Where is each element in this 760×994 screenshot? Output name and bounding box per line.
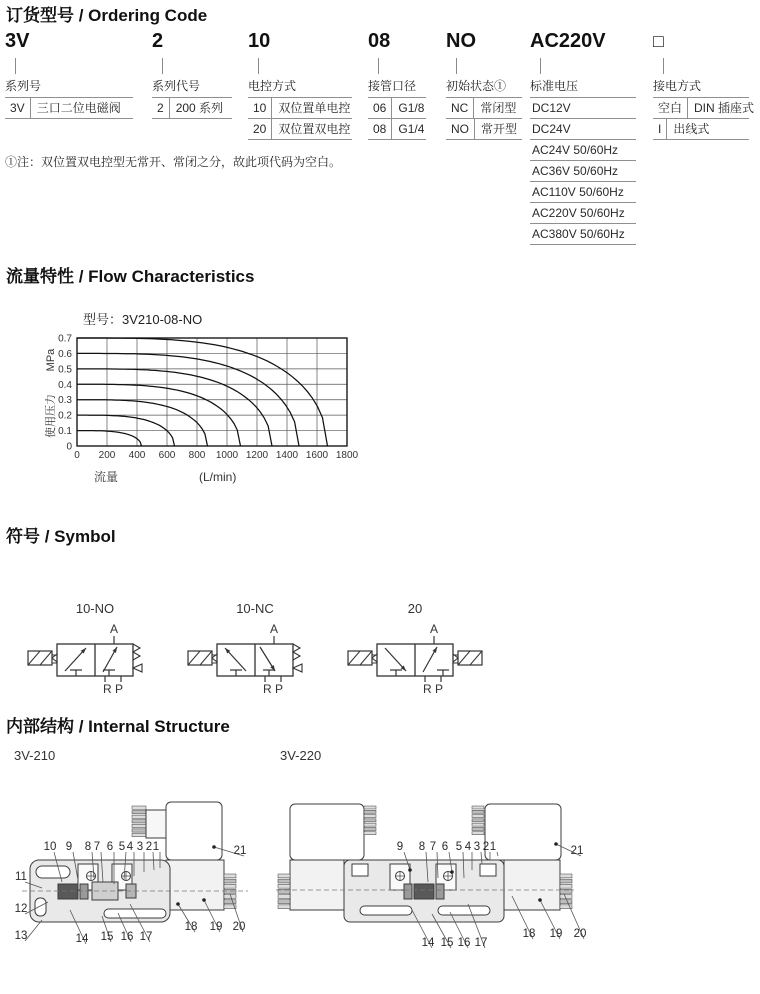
table-row [653,98,755,119]
port-labels-rp: R P [102,682,124,695]
x-tick-label: 600 [158,450,176,461]
y-tick-label: 0.3 [58,395,72,407]
callout-label: 16 [457,937,471,949]
code-part-voltage: AC220V [530,30,606,52]
callout-label: 7 [93,841,101,853]
code-connector-line [456,58,457,74]
column-table [653,97,755,140]
flow-chart [36,298,376,498]
desc-cell: 双位置双电控 [278,122,351,136]
x-axis-label: 流量 [94,470,119,484]
code-part-port-size: 08 [368,30,391,52]
column-header: 电控方式 [248,79,297,93]
port-label-a: A [269,622,279,636]
x-tick-label: 200 [98,450,116,461]
x-tick-label: 1600 [305,450,329,461]
table-row [530,203,636,224]
table-row [530,140,636,161]
code-cell: 06 [368,98,392,118]
code-part-wiring: □ [653,31,664,51]
x-tick-label: 1000 [215,450,239,461]
column-header: 系列代号 [152,79,201,93]
column-header: 接管口径 [368,79,417,93]
desc-cell: DC24V [532,122,571,136]
y-tick-label: 0.6 [58,348,72,360]
symbol-label: 20 [407,601,423,616]
ordering-note: ①注：双位置双电控型无常开、常闭之分，故此项代码为空白。 [5,155,342,169]
port-label-a: A [109,622,119,636]
cross-section-3v220 [272,792,617,960]
callout-label: 19 [549,928,563,940]
internal-drawing-3v210 [8,792,270,965]
x-tick-label: 1800 [335,450,359,461]
callout-label: 2 [482,841,490,853]
callout-label: 4 [126,841,134,853]
callout-label: 17 [474,937,488,949]
callout-label: 5 [118,841,126,853]
desc-cell: 出线式 [673,122,710,136]
y-axis-label: 使用压力 [45,394,57,438]
callout-label: 4 [464,841,472,853]
table-row [5,98,133,119]
symbol-label: 10-NO [75,601,115,616]
code-cell: 20 [248,119,272,139]
callout-label: 14 [75,933,89,945]
callout-label: 15 [100,931,114,943]
table-row [530,182,636,203]
chart-model-label: 型号：3V210-08-NO [83,312,203,327]
code-cell: 3V [5,98,31,118]
internal-section-title: 内部结构 / Internal Structure [6,717,230,736]
code-cell: NC [446,98,474,118]
callout-label: 16 [120,931,134,943]
y-tick-label: 0.4 [58,379,72,391]
callout-label: 3 [136,841,144,853]
callout-label: 7 [429,841,437,853]
code-connector-line [378,58,379,74]
symbol-section-title: 符号 / Symbol [6,527,116,546]
code-connector-line [15,58,16,74]
valve-symbol-20 [340,600,490,700]
desc-cell: G1/4 [398,122,425,136]
x-tick-label: 0 [74,450,80,461]
ordering-column-voltage [530,28,636,245]
column-table [530,97,636,245]
desc-cell: 常开型 [481,122,518,136]
column-header: 标准电压 [530,79,579,93]
ordering-column-wiring [653,28,755,140]
callout-label: 20 [573,928,587,940]
callout-label: 8 [418,841,426,853]
drawing-label-3v210: 3V-210 [14,748,56,763]
desc-cell: AC24V 50/60Hz [532,143,619,157]
callout-label: 18 [522,928,536,940]
callout-label: 1 [489,841,497,853]
table-row [248,98,352,119]
callout-label: 17 [139,931,153,943]
callout-label: 10 [43,841,57,853]
table-row [530,161,636,182]
code-part-control: 10 [248,30,271,52]
desc-cell: AC110V 50/60Hz [532,185,624,199]
port-label-a: A [429,622,439,636]
callout-label: 12 [14,903,28,915]
column-table [368,97,426,140]
x-tick-label: 800 [188,450,206,461]
drawing-label-3v220: 3V-220 [280,748,322,763]
desc-cell: 三口二位电磁阀 [36,101,121,115]
code-connector-line [663,58,664,74]
valve-symbol-drawing [340,620,490,695]
callout-label: 9 [396,841,404,853]
y-tick-label: 0.7 [58,333,72,345]
ordering-code-section-title: 订货型号 / Ordering Code [6,6,208,25]
symbol-label: 10-NC [236,601,274,616]
table-row [530,119,636,140]
desc-cell: DC12V [532,101,571,115]
column-header: 接电方式 [653,79,702,93]
desc-cell: AC220V 50/60Hz [532,206,625,220]
code-connector-line [162,58,163,74]
callout-label: 3 [473,841,481,853]
valve-symbol-10-no [20,600,170,700]
callout-label: 19 [209,921,223,933]
ordering-column-control [248,28,352,140]
x-tick-label: 400 [128,450,146,461]
ordering-column-port-size [368,28,426,140]
callout-label: 5 [455,841,463,853]
code-connector-line [258,58,259,74]
desc-cell: G1/8 [398,101,425,115]
table-row [248,119,352,140]
column-table [152,97,232,119]
code-cell: 空白 [653,98,688,118]
desc-cell: 双位置单电控 [278,101,351,115]
desc-cell: 200 系列 [175,101,224,115]
code-cell: NO [446,119,475,139]
callout-label: 6 [106,841,114,853]
code-connector-line [540,58,541,74]
column-table [248,97,352,140]
callout-label: 21 [570,845,584,857]
x-tick-label: 1400 [275,450,299,461]
callout-label: 11 [15,871,27,883]
flow-curve [77,431,142,446]
code-part-initial-state: NO [446,30,476,52]
column-table [446,97,522,140]
callout-label: 21 [233,845,247,857]
callout-label: 13 [14,930,28,942]
flow-curve [77,400,208,446]
valve-symbol-10-nc [180,600,330,700]
column-header: 系列号 [5,79,42,93]
table-row [530,224,636,245]
valve-symbol-drawing [20,620,170,695]
x-tick-label: 1200 [245,450,269,461]
desc-cell: AC380V 50/60Hz [532,227,625,241]
y-axis-unit-label: MPa [45,348,57,372]
exhaust-port [133,664,142,672]
code-part-series: 3V [5,30,30,52]
y-tick-label: 0.2 [58,410,72,422]
callout-label: 15 [440,937,454,949]
ordering-column-initial-state [446,28,522,140]
column-table [5,97,133,119]
callout-label: 2 [145,841,153,853]
code-cell: 2 [152,98,170,118]
desc-cell: DIN 插座式 [694,101,755,115]
y-tick-label: 0.1 [58,426,72,438]
flow-chart-svg [36,298,376,493]
callout-label: 6 [441,841,449,853]
callout-label: 14 [421,937,435,949]
internal-drawing-3v220 [272,792,617,965]
desc-cell: AC36V 50/60Hz [532,164,619,178]
valve-symbol-drawing [180,620,330,695]
code-part-series-code: 2 [152,30,164,52]
callout-label: 1 [152,841,160,853]
table-row [446,119,522,140]
table-row [368,98,426,119]
callout-label: 9 [65,841,73,853]
callout-label: 8 [84,841,92,853]
ordering-column-series [5,28,133,119]
table-row [368,119,426,140]
table-row [446,98,522,119]
cross-section-3v210 [8,792,270,960]
desc-cell: 常闭型 [480,101,517,115]
table-row [530,98,636,119]
spring-return [133,644,140,660]
port-labels-rp: R P [262,682,284,695]
spring-return [293,644,300,660]
callout-label: 18 [184,921,198,933]
exhaust-port [293,664,302,672]
flow-section-title: 流量特性 / Flow Characteristics [6,267,255,286]
table-row [152,98,232,119]
ordering-column-series-code [152,28,232,119]
code-cell: 10 [248,98,272,118]
callout-label: 20 [232,921,246,933]
x-axis-unit-label: (L/min) [199,470,237,484]
code-cell: I [653,119,667,139]
flow-curve [77,369,272,446]
port-labels-rp: R P [422,682,444,695]
y-tick-label: 0 [66,441,72,453]
plot-border [77,338,347,446]
code-cell: 08 [368,119,392,139]
table-row [653,119,749,140]
column-header: 初始状态① [446,79,507,93]
y-tick-label: 0.5 [58,364,72,376]
